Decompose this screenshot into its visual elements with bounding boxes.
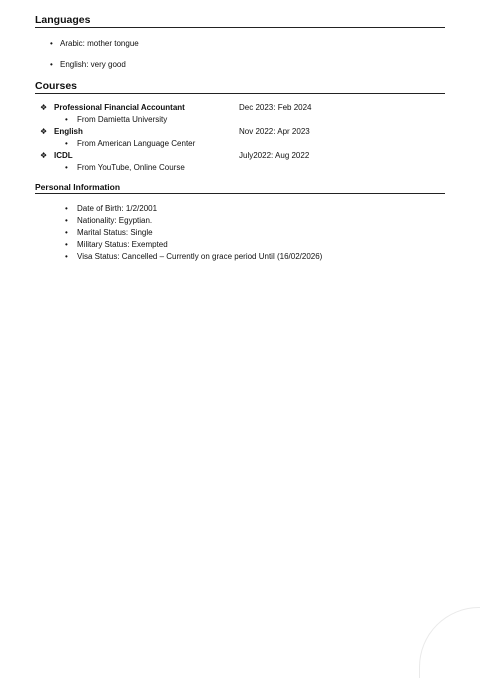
bullet-icon: •: [65, 216, 68, 225]
courses-heading: Courses: [35, 80, 445, 94]
diamond-bullet-icon: ❖: [40, 103, 48, 112]
personal-item-visa: Visa Status: Cancelled – Currently on grace period Until (16/02/2026): [77, 252, 323, 261]
bullet-icon: •: [65, 240, 68, 249]
diamond-bullet-icon: ❖: [40, 151, 48, 160]
page-corner-decoration: [419, 607, 480, 678]
language-item-english: English: very good: [60, 60, 126, 69]
personal-item-dob: Date of Birth: 1/2/2001: [77, 204, 158, 213]
personal-item-marital: Marital Status: Single: [77, 228, 153, 237]
bullet-icon: •: [50, 39, 53, 48]
course-detail-english: From American Language Center: [77, 139, 196, 148]
bullet-icon: •: [50, 60, 53, 69]
bullet-icon: •: [65, 115, 68, 124]
bullet-icon: •: [65, 252, 68, 261]
course-date-pfa: Dec 2023: Feb 2024: [239, 103, 312, 112]
course-date-english: Nov 2022: Apr 2023: [239, 127, 310, 136]
course-detail-pfa: From Damietta University: [77, 115, 168, 124]
personal-info-heading: Personal Information: [35, 182, 445, 194]
diamond-bullet-icon: ❖: [40, 127, 48, 136]
bullet-icon: •: [65, 204, 68, 213]
course-date-icdl: July2022: Aug 2022: [239, 151, 310, 160]
course-name-icdl: ICDL: [54, 151, 73, 160]
bullet-icon: •: [65, 163, 68, 172]
course-name-pfa: Professional Financial Accountant: [54, 103, 185, 112]
languages-heading: Languages: [35, 14, 445, 28]
bullet-icon: •: [65, 228, 68, 237]
personal-item-military: Military Status: Exempted: [77, 240, 168, 249]
course-name-english: English: [54, 127, 83, 136]
bullet-icon: •: [65, 139, 68, 148]
personal-item-nationality: Nationality: Egyptian.: [77, 216, 153, 225]
course-detail-icdl: From YouTube, Online Course: [77, 163, 185, 172]
language-item-arabic: Arabic: mother tongue: [60, 39, 139, 48]
